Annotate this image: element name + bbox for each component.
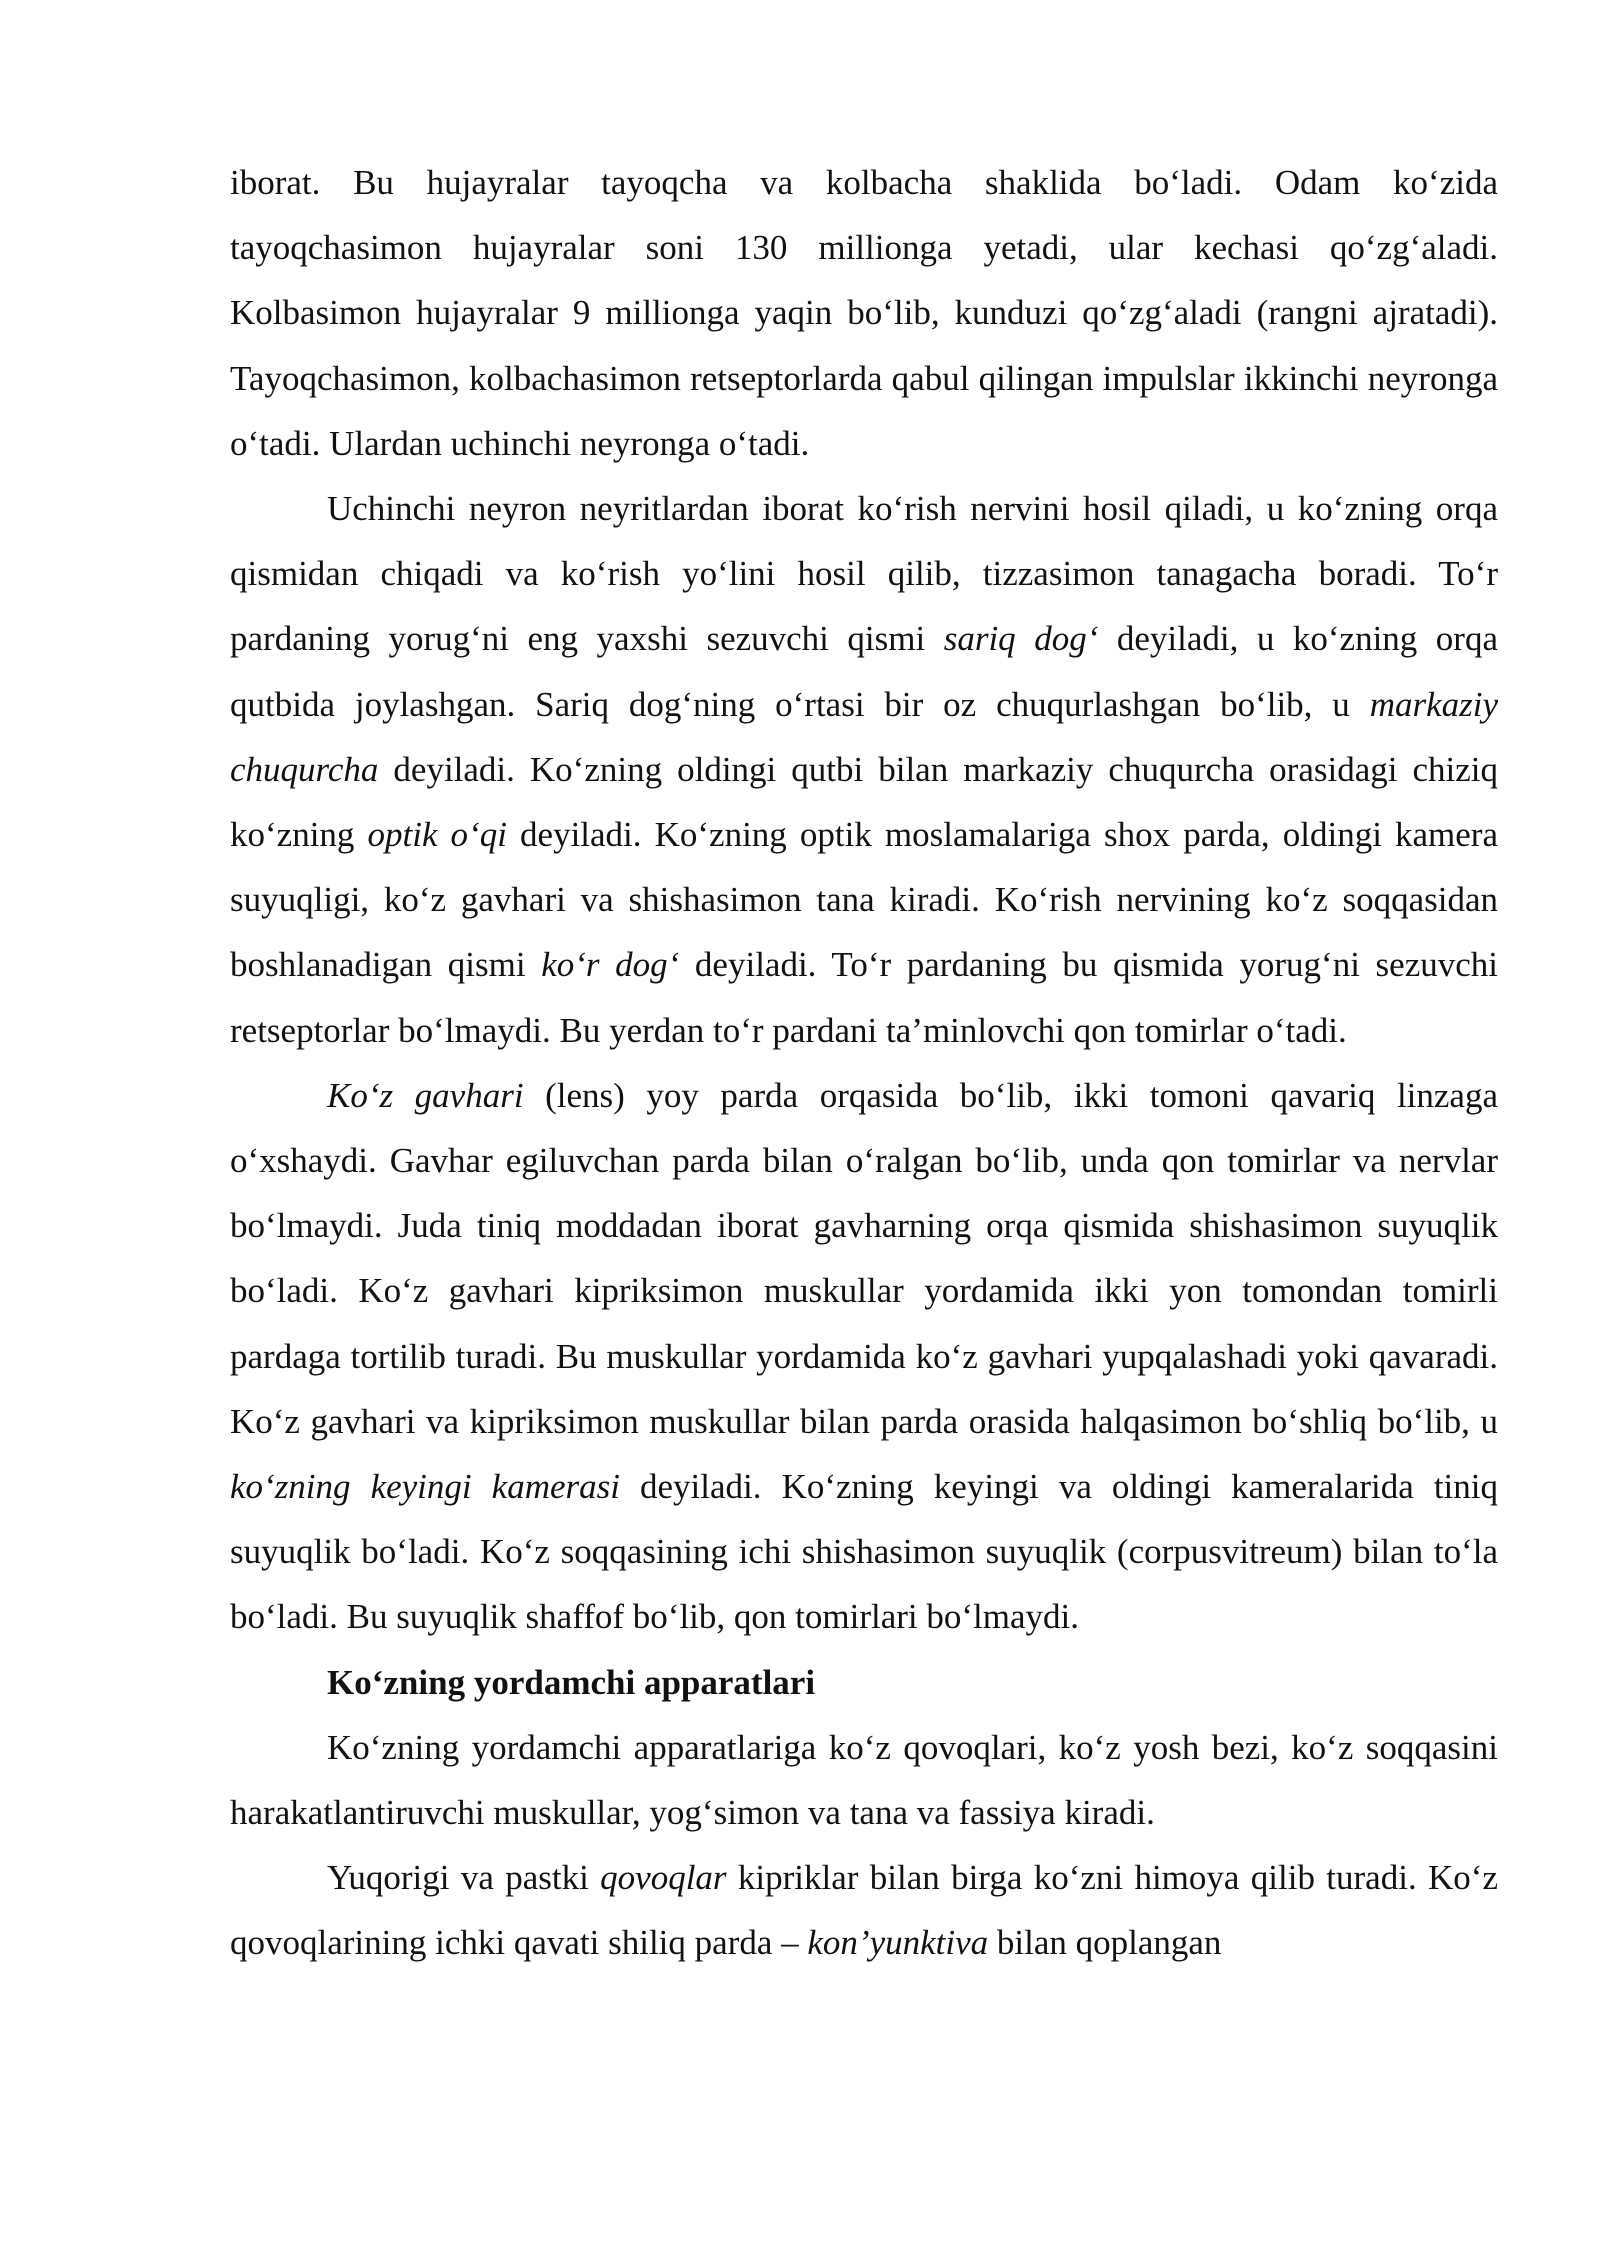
paragraph-1 (230, 150, 1498, 476)
term-qovoqlar: qovoqlar (600, 1858, 727, 1898)
text-run: Ko‘zning yordamchi apparatlariga ko‘z qovoqlari, ko‘z yosh bezi, ko‘z soqqasini harakatlantiruvchi muskullar, yog‘simon va tana va fassiya kiradi. (230, 1727, 1498, 1833)
text-run: iborat. Bu hujayralar tayoqcha va kolbacha shaklida bo‘ladi. Odam ko‘zida tayoqchasimon hujayralar soni 130 millionga yetadi, ular kechasi qo‘zg‘aladi. Kolbasimon hujayralar 9 millionga yaqin bo‘lib, kunduzi qo‘zg‘aladi (rangni ajratadi). Tayoqchasimon, kolbachasimon retseptorlarda qabul qilingan impulslar ikkinchi neyronga o‘tadi. Ulardan uchinchi neyronga o‘tadi. (230, 163, 1498, 463)
term-koz-gavhari: Ko‘z gavhari (327, 1075, 524, 1115)
term-optik-oqi: optik o‘qi (367, 815, 507, 855)
term-markaziy-chuqurcha: markaziy chuqurcha (230, 684, 1498, 789)
heading-text: Ko‘zning yordamchi apparatlari (327, 1662, 816, 1702)
term-konyunktiva: kon’yunktiva (807, 1923, 989, 1963)
term-kor-dog: ko‘r dog‘ (541, 945, 680, 985)
text-run: kipriklar bilan birga ko‘zni himoya qilib turadi. Ko‘z qovoqlarining ichki qavati shiliq parda – (230, 1858, 1498, 1963)
text-run: deyiladi. Ko‘zning keyingi va oldingi kameralarida tiniq suyuqlik bo‘ladi. Ko‘z soqqasining ichi shishasimon suyuqlik (corpusvitreum) bilan to‘la bo‘ladi. Bu suyuqlik shaffof bo‘lib, qon tomirlari bo‘lmaydi. (230, 1467, 1498, 1637)
text-run: deyiladi. Ko‘zning oldingi qutbi bilan markaziy chuqurcha orasidagi chiziq ko‘zning (230, 749, 1498, 855)
paragraph-5 (230, 1845, 1498, 1975)
paragraph-2 (230, 476, 1498, 1063)
text-run: deyiladi, u ko‘zning orqa qutbida joylashgan. Sariq dog‘ning o‘rtasi bir oz chuqurlashgan bo‘lib, u (230, 619, 1499, 724)
text-run: Uchinchi neyron neyritlardan iborat ko‘rish nervini hosil qiladi, u ko‘zning orqa qismidan chiqadi va ko‘rish yo‘lini hosil qilib, tizzasimon tanagacha boradi. To‘r pardaning yorug‘ni eng yaxshi sezuvchi qismi (230, 489, 1498, 659)
text-run: bilan qoplangan (988, 1923, 1222, 1963)
text-run: deyiladi. Ko‘zning optik moslamalariga shox parda, oldingi kamera suyuqligi, ko‘z gavhari va shishasimon tana kiradi. Ko‘rish nervining ko‘z soqqasidan boshlanadigan qismi (230, 815, 1498, 985)
term-keyingi-kamera: ko‘zning keyingi kamerasi (230, 1467, 620, 1507)
section-heading (230, 1650, 1498, 1715)
text-run: (lens) yoy parda orqasida bo‘lib, ikki tomoni qavariq linzaga o‘xshaydi. Gavhar egiluvchan parda bilan o‘ralgan bo‘lib, unda qon tomirlar va nervlar bo‘lmaydi. Juda tiniq moddadan iborat gavharning orqa qismida shishasimon suyuqlik bo‘ladi. Ko‘z gavhari kipriksimon muskullar yordamida ikki yon tomondan tomirli pardaga tortilib turadi. Bu muskullar yordamida ko‘z gavhari yupqalashadi yoki qavaradi. Ko‘z gavhari va kipriksimon muskullar bilan parda orasida halqasimon bo‘shliq bo‘lib, u (230, 1075, 1498, 1441)
text-run: Yuqorigi va pastki (327, 1858, 601, 1898)
text-run: deyiladi. To‘r pardaning bu qismida yorug‘ni sezuvchi retseptorlar bo‘lmaydi. Bu yerdan to‘r pardani ta’minlovchi qon tomirlar o‘tadi. (230, 945, 1499, 1050)
paragraph-4 (230, 1715, 1498, 1845)
term-sariq-dog: sariq dog‘ (943, 619, 1099, 659)
document-page (230, 150, 1498, 1976)
paragraph-3 (230, 1063, 1498, 1650)
